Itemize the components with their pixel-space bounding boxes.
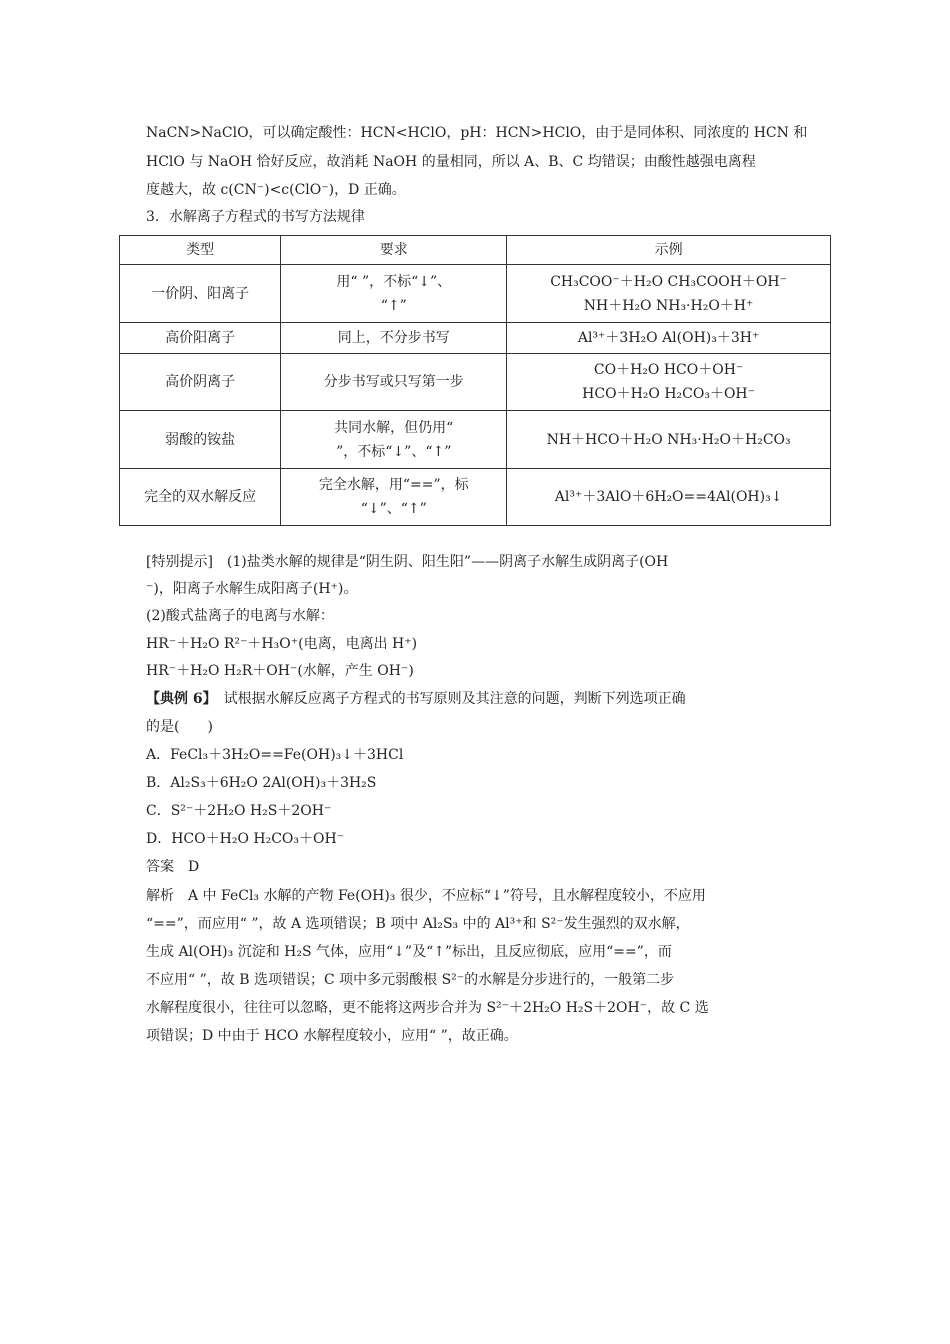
row-type: 一价阴、阳离子 [120,265,281,323]
req-line: 用“ ”，不标“↓”、 [336,273,452,290]
example-line: NH＋HCO＋H₂O NH₃·H₂O＋H₂CO₃ [546,431,791,448]
example-heading [146,689,686,709]
example-line: CO＋H₂O HCO＋OH⁻ [593,362,744,378]
table-row [120,469,831,526]
header-type: 类型 [120,236,281,265]
row-example [507,411,831,469]
explanation-line-4: 不应用“ ”，故 B 选项错误；C 项中多元弱酸根 S²⁻的水解是分步进行的，一般第二步 [146,972,675,988]
row-requirement [281,411,507,469]
table-row [120,411,831,469]
table-row [120,265,831,323]
row-requirement [281,323,507,354]
example-label: 【典例 6】 [146,691,210,707]
option-b: B．Al₂S₃＋6H₂O 2Al(OH)₃＋3H₂S [146,775,377,791]
option-c: C．S²⁻＋2H₂O H₂S＋2OH⁻ [146,803,332,819]
req-line: 共同水解，但仍用“ [334,419,454,436]
example-question-line-2: 的是( ) [146,719,213,735]
row-type: 高价阳离子 [120,323,281,354]
header-example: 示例 [507,236,831,265]
req-line: 分步书写或只写第一步 [323,374,464,390]
example-line: HCO＋H₂O H₂CO₃＋OH⁻ [582,386,756,402]
explanation-line-1: 解析 A 中 FeCl₃ 水解的产物 Fe(OH)₃ 很少，不应标“↓”符号，且水解程度较小，不应用 [146,888,706,904]
req-line: 完全水解，用“==”，标 [318,477,469,493]
tip-line-1: [特别提示] (1)盐类水解的规律是“阴生阴、阳生阳”——阴离子水解生成阴离子(OH [146,554,669,570]
example-line: Al³⁺＋3H₂O Al(OH)₃＋3H⁺ [577,330,760,346]
explanation-line-6: 项错误；D 中由于 HCO 水解程度较小，应用“ ”，故正确。 [146,1028,518,1044]
tip-line-5: HR⁻＋H₂O H₂R＋OH⁻(水解，产生 OH⁻) [146,663,414,679]
option-d: D．HCO＋H₂O H₂CO₃＋OH⁻ [146,831,345,847]
row-type: 高价阴离子 [120,354,281,411]
example-line: CH₃COO⁻＋H₂O CH₃COOH＋OH⁻ [550,273,788,290]
row-type: 完全的双水解反应 [120,469,281,526]
explanation-line-5: 水解程度很小，往往可以忽略，更不能将这两步合并为 S²⁻＋2H₂O H₂S＋2OH⁻，故 C 选 [146,1000,709,1016]
header-requirement: 要求 [281,236,507,265]
table-header-row [120,236,831,265]
example-question: 试根据水解反应离子方程式的书写原则及其注意的问题，判断下列选项正确 [209,691,686,707]
req-line: “↑” [380,297,407,314]
table-row [120,354,831,411]
req-line: “↓”、“↑” [360,501,427,517]
row-requirement [281,469,507,526]
row-requirement [281,354,507,411]
explanation-line-3: 生成 Al(OH)₃ 沉淀和 H₂S 气体，应用“↓”及“↑”标出，且反应彻底，应用“==”，而 [146,944,672,960]
req-line: ”，不标“↓”、“↑” [336,443,452,460]
row-example [507,469,831,526]
table-row [120,323,831,354]
intro-line-2: HClO 与 NaOH 恰好反应，故消耗 NaOH 的量相同，所以 A、B、C 均错误；由酸性越强电离程 [146,154,756,170]
section-title: 3．水解离子方程式的书写方法规律 [146,209,365,225]
tip-line-4: HR⁻＋H₂O R²⁻＋H₃O⁺(电离，电离出 H⁺) [146,636,418,652]
answer: 答案 D [146,859,200,875]
row-type: 弱酸的铵盐 [120,411,281,469]
hydrolysis-rules-table [119,235,831,526]
row-example [507,265,831,323]
option-a: A．FeCl₃＋3H₂O==Fe(OH)₃↓＋3HCl [146,747,404,763]
tip-line-3: (2)酸式盐离子的电离与水解： [146,608,334,624]
row-requirement [281,265,507,323]
row-example [507,354,831,411]
row-example [507,323,831,354]
intro-line-3: 度越大，故 c(CN⁻)<c(ClO⁻)，D 正确。 [146,182,406,198]
example-line: NH＋H₂O NH₃·H₂O＋H⁺ [583,297,754,314]
explanation-line-2: “==”，而应用“ ”，故 A 选项错误；B 项中 Al₂S₃ 中的 Al³⁺和 S²⁻发生强烈的双水解， [146,916,690,932]
intro-line-1: NaCN>NaClO，可以确定酸性：HCN<HClO，pH：HCN>HClO，由于是同体积、同浓度的 HCN 和 [146,125,808,141]
req-line: 同上，不分步书写 [337,330,450,346]
example-line: Al³⁺＋3AlO＋6H₂O==4Al(OH)₃↓ [554,489,783,505]
tip-line-2: ⁻)，阳离子水解生成阳离子(H⁺)。 [146,581,358,597]
